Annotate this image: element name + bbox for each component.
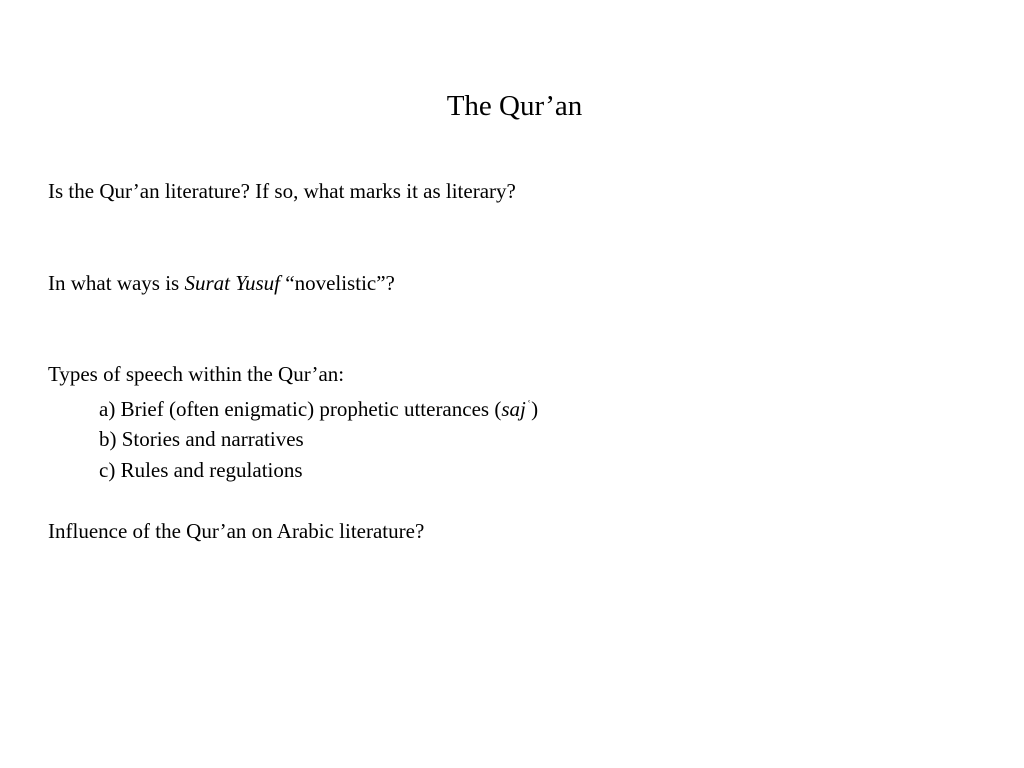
- list-item-c: c) Rules and regulations: [99, 457, 303, 482]
- spacer: [48, 485, 988, 516]
- slide-title: The Qur’an: [446, 90, 583, 122]
- list-item-b: b) Stories and narratives: [99, 427, 304, 451]
- surat-yusuf-term: Surat Yusuf: [184, 270, 280, 295]
- saj-term: saj: [501, 396, 526, 421]
- list-item-a-prefix: a) Brief (often enigmatic) prophetic utterances (: [99, 396, 502, 421]
- question-novelistic: [48, 268, 988, 299]
- types-heading: Types of speech within the Qur’an:: [48, 362, 345, 386]
- question-novelistic-suffix: “novelistic”?: [280, 270, 395, 295]
- question-literature: Is the Qur’an literature? If so, what marks it as literary?: [48, 179, 516, 203]
- spacer: [48, 207, 988, 268]
- spacer: [48, 298, 988, 359]
- list-item-a: [48, 390, 988, 425]
- question-novelistic-prefix: In what ways is: [48, 270, 185, 295]
- ayn-mark: ʿ: [526, 396, 532, 412]
- list-item-a-suffix: ): [531, 396, 539, 421]
- question-influence: Influence of the Qur’an on Arabic literature?: [48, 518, 425, 543]
- slide-body: [48, 176, 988, 546]
